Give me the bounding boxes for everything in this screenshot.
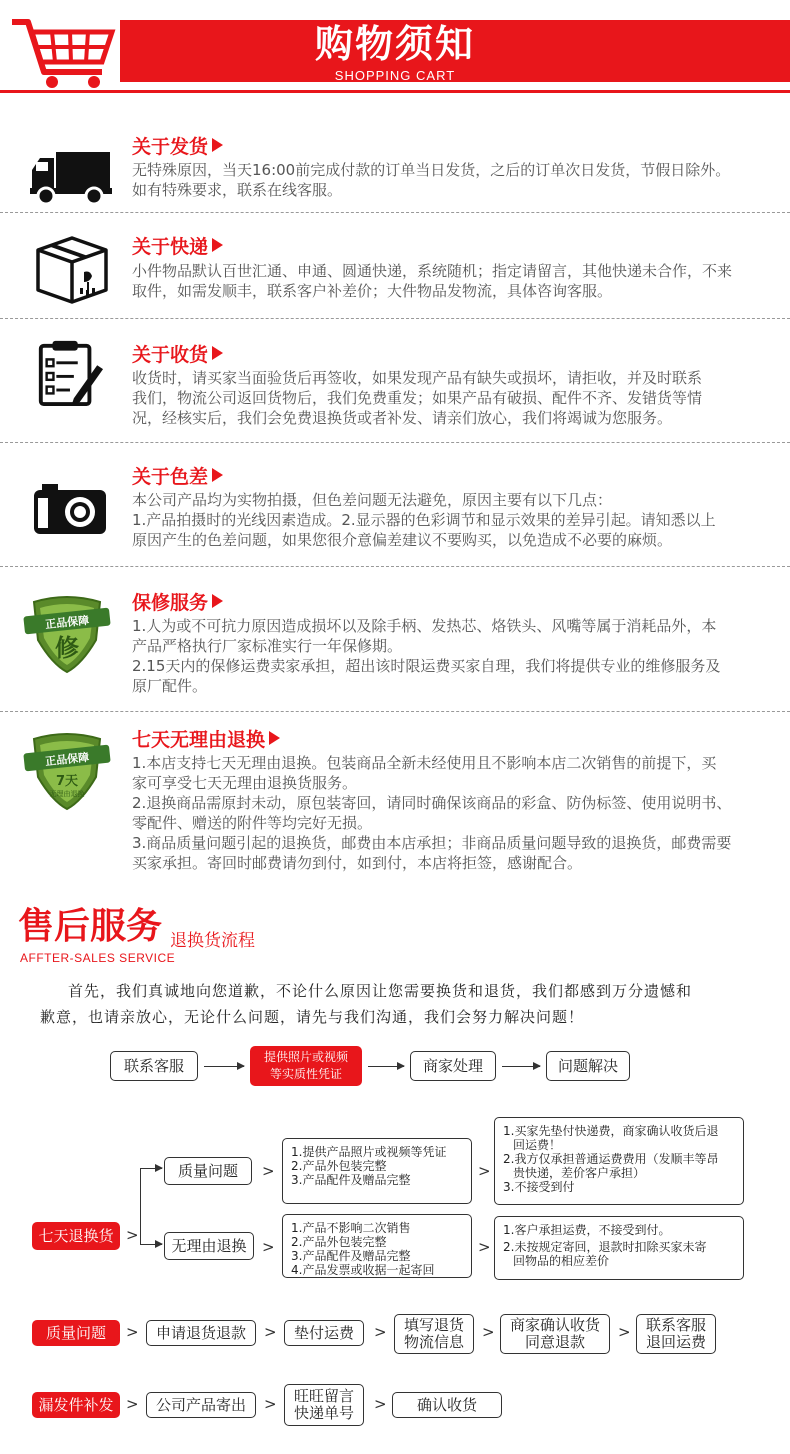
- divider: [0, 442, 790, 443]
- flow-chevron: >: [478, 1238, 491, 1256]
- badge-text: 正品保障: [44, 613, 90, 632]
- page-title: 购物须知: [314, 22, 475, 66]
- flow-chevron: >: [264, 1395, 277, 1413]
- badge-text: 正品保障: [44, 750, 90, 769]
- flow-quality-step-refund: 联系客服 退回运费: [636, 1314, 716, 1354]
- divider: [0, 318, 790, 319]
- after-sales-intro: 首先，我们真诚地向您道歉，不论什么原因让您需要换货和退货，我们都感到万分遗憾和 歉意，也请亲放心，无论什么问题，请先与我们沟通，我们会努力解决问题！: [40, 982, 693, 1026]
- clipboard-icon: [34, 338, 104, 408]
- section-warranty-title: 保修服务: [132, 592, 223, 614]
- flow-chevron: >: [126, 1395, 139, 1413]
- section-warranty: [0, 568, 790, 708]
- flow-missing-step-confirm: 确认收货: [392, 1392, 502, 1418]
- flow-chevron: >: [478, 1162, 491, 1180]
- flow-quality-step-apply: 申请退货退款: [146, 1320, 256, 1346]
- flow-branch-quality: 质量问题: [164, 1157, 252, 1185]
- section-courier-title: 关于快递: [132, 236, 223, 258]
- flow-step-resolved: 问题解决: [546, 1051, 630, 1081]
- flow-quality-requirements: 1.提供产品照片或视频等凭证 2.产品外包装完整 3.产品配件及赠品完整: [282, 1138, 472, 1204]
- package-icon: [28, 230, 114, 306]
- flow-chevron: >: [126, 1323, 139, 1341]
- flow-noreason-requirements: 1.产品不影响二次销售 2.产品外包装完整 3.产品配件及赠品完整 4.产品发票或收据一起寄回: [282, 1214, 472, 1278]
- shopping-cart-icon: [8, 16, 118, 90]
- flow-chevron: >: [618, 1323, 631, 1341]
- section-receiving-title: 关于收货: [132, 344, 223, 366]
- section-seven-day-return-title: 七天无理由退换: [132, 729, 280, 751]
- section-warranty-body: 1.人为或不可抗力原因造成损坏以及除手柄、发热芯、烙铁头、风嘴等属于消耗品外，本 产品严格执行厂家标准实行一年保修期。 2.15天内的保修运费卖家承担，超出该时限运费买家自理，我们将提供专业的维修服务及 原厂配件。: [132, 617, 721, 695]
- flow-chevron: >: [374, 1323, 387, 1341]
- after-sales-title: 售后服务: [18, 906, 163, 947]
- flow-chevron: >: [126, 1226, 139, 1244]
- flow-branch-noreason: 无理由退换: [164, 1232, 254, 1260]
- flow-quality-result: 1.买家先垫付快递费，商家确认收货后退 回运费！ 2.我方仅承担普通运费费用（发顺丰等昂 贵快递，差价客户承担） 3.不接受到付: [494, 1117, 744, 1205]
- badge-char: 修: [55, 634, 79, 662]
- section-color-difference-body: 本公司产品均为实物拍摄，但色差问题无法避免，原因主要有以下几点： 1.产品拍摄时的光线因素造成。2.显示器的色彩调节和显示效果的差异引起。请知悉以上 原因产生的色差问题，如果您很介意偏差建议不要购买，以免造成不必要的麻烦。: [132, 491, 716, 549]
- flow-quality-root: 质量问题: [32, 1320, 120, 1346]
- camera-icon: [28, 470, 114, 546]
- flow-step-evidence: 提供照片或视频 等实质性凭证: [250, 1046, 362, 1086]
- flow-quality-step-prepay: 垫付运费: [284, 1320, 364, 1346]
- flow-arrow: [140, 1244, 162, 1245]
- flow-return-root: 七天退换货: [32, 1222, 120, 1250]
- section-seven-day-return: [0, 713, 790, 888]
- flow-chevron: >: [482, 1323, 495, 1341]
- truck-icon: [28, 140, 114, 216]
- flow-missing-step-message: 旺旺留言 快递单号: [284, 1384, 364, 1426]
- section-seven-day-return-body: 1.本店支持七天无理由退换。包装商品全新未经使用且不影响本店二次销售的前提下，买 家可享受七天无理由退换货服务。 2.退换商品需原封未动，原包装寄回，请同时确保该商品的彩盒、防伪标签、使用说明书、 零配件、赠送的附件等均完好无损。 3.商品质量问题引起的退换货，邮费由本店承担；非商品质量问题导致的退换货，邮费需要 买家承担。寄回时邮费请勿到付，如到付，本店将拒签，感谢配合。: [132, 754, 732, 872]
- section-receiving: [0, 320, 790, 434]
- after-sales-subtitle: 退换货流程: [170, 931, 255, 951]
- after-sales-en: AFFTER-SALES SERVICE: [20, 951, 176, 965]
- flow-chevron: >: [374, 1395, 387, 1413]
- flow-chevron: >: [262, 1238, 275, 1256]
- section-color-difference-title: 关于色差: [132, 466, 223, 488]
- flow-arrow: [368, 1066, 404, 1067]
- warranty-shield-icon: [22, 588, 112, 678]
- page-header: [0, 0, 790, 100]
- flow-quality-step-logistics: 填写退货 物流信息: [394, 1314, 474, 1354]
- flow-step-contact: 联系客服: [110, 1051, 198, 1081]
- tree-line: [140, 1168, 141, 1244]
- section-shipping: [0, 120, 790, 212]
- flow-arrow: [204, 1066, 244, 1067]
- flow-chevron: >: [264, 1323, 277, 1341]
- section-courier: [0, 214, 790, 318]
- header-underline: [0, 90, 790, 93]
- divider: [0, 566, 790, 567]
- divider: [0, 212, 790, 213]
- flow-arrow: [502, 1066, 540, 1067]
- divider: [0, 711, 790, 712]
- page-subtitle: SHOPPING CART: [334, 68, 456, 83]
- flow-missing-root: 漏发件补发: [32, 1392, 120, 1418]
- flow-arrow: [140, 1168, 162, 1169]
- section-shipping-body: 无特殊原因，当天16:00前完成付款的订单当日发货，之后的订单次日发货，节假日除外。 如有特殊要求，联系在线客服。: [132, 161, 731, 199]
- flow-quality-step-confirm: 商家确认收货 同意退款: [500, 1314, 610, 1354]
- flow-step-merchant: 商家处理: [410, 1051, 496, 1081]
- flow-noreason-result: 1.客户承担运费，不接受到付。 2.未按规定寄回，退款时扣除买家未寄 回物品的相应差价: [494, 1216, 744, 1280]
- flow-missing-step-ship: 公司产品寄出: [146, 1392, 256, 1418]
- return-shield-icon: [22, 725, 112, 815]
- badge-days: 7天: [55, 774, 79, 789]
- flow-chevron: >: [262, 1162, 275, 1180]
- section-shipping-title: 关于发货: [132, 136, 223, 158]
- section-courier-body: 小件物品默认百世汇通、申通、圆通快递，系统随机；指定请留言，其他快递未合作，不来 取件，如需发顺丰，联系客户补差价；大件物品发物流，具体咨询客服。: [132, 262, 733, 300]
- section-color-difference: [0, 444, 790, 564]
- badge-small: 无理由退换: [49, 790, 85, 798]
- section-receiving-body: 收货时，请买家当面验货后再签收，如果发现产品有缺失或损坏，请拒收，并及时联系 我们，物流公司返回货物后，我们免费重发；如果产品有破损、配件不齐、发错货等情 况，经核实后，我们会免费退换货或者补发、请亲们放心，我们将竭诚为您服务。: [132, 369, 703, 427]
